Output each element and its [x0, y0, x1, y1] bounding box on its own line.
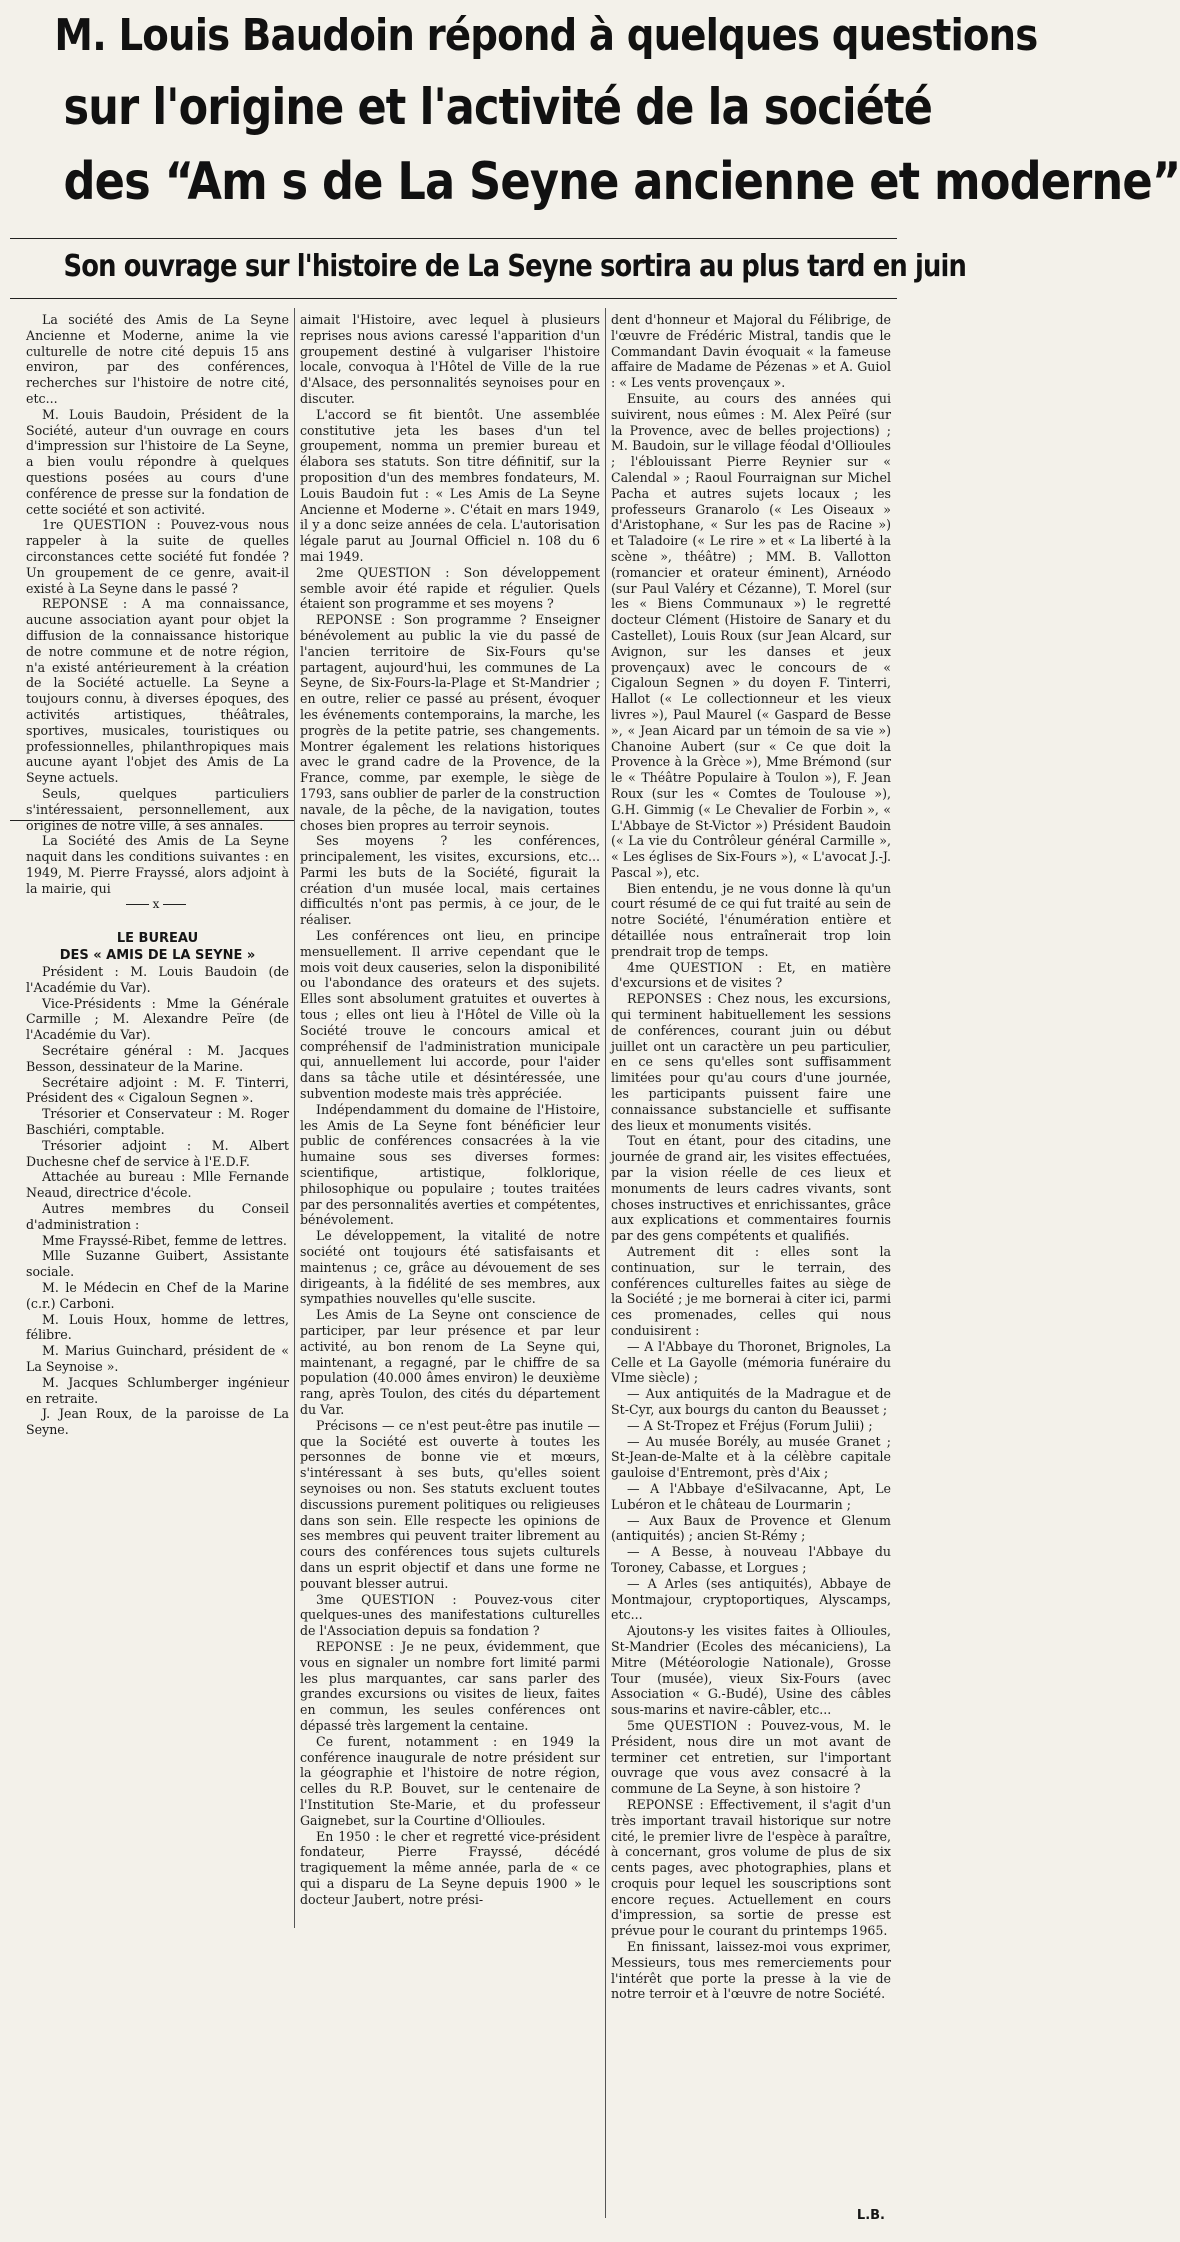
paragraph: Autrement dit : elles sont la continuation, sur le terrain, des conférences culturelles faites au siège de la Société ; je me bornerai à citer ici, parmi ces promenades, celles qui nous conduisirent : — [611, 1244, 891, 1338]
paragraph: Tout en étant, pour des citadins, une journée de grand air, les visites effectuées, par la vision réelle de ces lieux et monuments de leurs cadres vivants, sont choses instructives et enrichissantes, grâce aux explications et commentaires fournis par des gens compétents et qualifiés. — [611, 1133, 891, 1244]
bureau-title: LE BUREAU — [116, 931, 199, 946]
paragraph: En finissant, laissez-moi vous exprimer, Messieurs, tous mes remerciements pour l'intérêt que porte la presse à la vie de notre terroir et à l'œuvre de notre Société. — [611, 1939, 891, 2002]
paragraph: Les Amis de La Seyne ont conscience de participer, par leur présence et par leur activité, au bon renom de La Seyne qui, maintenant, a regagné, par le chiffre de sa population (40.000 âmes environ) le deuxième rang, après Toulon, des cités du département du Var. — [300, 1307, 600, 1417]
bureau-entry: Autres membres du Conseil d'administration : — [26, 1200, 289, 1232]
bureau-entry: Vice-Présidents : Mme la Générale Carmille ; M. Alexandre Peïre (de l'Académie du Var). — [26, 995, 289, 1043]
paragraph: — Aux antiquités de la Madrague et de St-Cyr, aux bourgs du canton du Beausset ; — [611, 1386, 891, 1417]
bureau-entry: M. Louis Houx, homme de lettres, félibre. — [26, 1311, 289, 1343]
paragraph: REPONSE : Son programme ? Enseigner bénévolement au public la vie du passé de l'ancien territoire de Six-Fours qu'se partagent, aujourd'hui, les communes de La Seyne, de Six-Fours-la-Plage et St-Mandrier ; en outre, relier ce passé au présent, évoquer les événements contemporains, la marche, les progrès de la petite patrie, ses changements. Montrer également les relations historiques avec le grand cadre de la Provence, de la France, comme, par exemple, le siège de 1793, sans oublier de parler de la construction navale, de la pêche, de la navigation, toutes choses bien propres au terroir seynois. — [300, 612, 600, 833]
paragraph: Précisons — ce n'est peut-être pas inutile — que la Société est ouverte à toutes les personnes de bonne vie et mœurs, s'intéressant à ses buts, qu'elles soient seynoises ou non. Ses statuts excluent toutes discussions purement politiques ou religieuses dans son sein. Elle respecte les opinions de ses membres qui peuvent traiter librement au cours des conférences tous sujets culturels dans un esprit objectif et dans une forme ne pouvant blesser autrui. — [300, 1417, 600, 1591]
bureau-entry: Attachée au bureau : Mlle Fernande Neaud, directrice d'école. — [26, 1169, 289, 1201]
paragraph: — A l'Abbaye du Thoronet, Brignoles, La Celle et La Gayolle (mémoria funéraire du VIme siècle) ; — [611, 1338, 891, 1386]
paragraph: La Société des Amis de La Seyne naquit dans les conditions suivantes : en 1949, M. Pierre Frayssé, alors adjoint à la mairie, qui — [26, 833, 289, 896]
paragraph: — A l'Abbaye d'eSilvacanne, Apt, Le Lubéron et le château de Lourmarin ; — [611, 1480, 891, 1512]
ornament-mark: x — [149, 897, 164, 911]
paragraph: — A Arles (ses antiquités), Abbaye de Montmajour, cryptoportiques, Alyscamps, etc... — [611, 1575, 891, 1623]
bureau-entry: Mlle Suzanne Guibert, Assistante sociale. — [26, 1248, 289, 1280]
paragraph: — Aux Baux de Provence et Glenum (antiquités) ; ancien St-Rémy ; — [611, 1512, 891, 1544]
column-separator — [294, 308, 295, 1928]
paragraph: Bien entendu, je ne vous donne là qu'un court résumé de ce qui fut traité au sein de notre Société, l'énumération entière et détaillée nous entraînerait trop loin prendrait trop de temps. — [611, 880, 891, 959]
paragraph: aimait l'Histoire, avec lequel à plusieurs reprises nous avions caressé l'apparition d'un groupement destiné à vulgariser l'histoire locale, convoqua à l'Hôtel de Ville de la rue d'Alsace, des personnalités seynoises pour en discuter. — [300, 312, 600, 406]
paragraph: Seuls, quelques particuliers s'intéressaient, personnellement, aux origines de notre ville, à ses annales. — [26, 785, 289, 833]
bureau-entry: M. Jacques Schlumberger ingénieur en retraite. — [26, 1374, 289, 1406]
ornament — [126, 897, 186, 911]
bureau-entry: M. Marius Guinchard, président de « La Seynoise ». — [26, 1343, 289, 1374]
paragraph: Ses moyens ? les conférences, principalement, les visites, excursions, etc... Parmi les buts de la Société, figurait la création d'un musée local, mais certaines difficultés n'ont pas permis, à ce jour, de le réaliser. — [300, 833, 600, 928]
paragraph: M. Louis Baudoin, Président de la Société, auteur d'un ouvrage en cours d'impression sur l'histoire de La Seyne, a bien voulu répondre à quelques questions posées au cours d'une conférence de presse sur la fondation de cette société et son activité. — [26, 406, 289, 517]
bureau-subtitle: DES « AMIS DE LA SEYNE » — [59, 948, 256, 963]
article-column-2 — [300, 312, 600, 2222]
paragraph: — A Besse, à nouveau l'Abbaye du Toroney, Cabasse, et Lorgues ; — [611, 1544, 891, 1575]
bureau-entry: J. Jean Roux, de la paroisse de La Seyne. — [26, 1406, 289, 1438]
bureau-entry: Secrétaire général : M. Jacques Besson, dessinateur de la Marine. — [26, 1042, 289, 1074]
paragraph: La société des Amis de La Seyne Ancienne et Moderne, anime la vie culturelle de notre cité depuis 15 ans environ, par des conférences, recherches sur l'histoire de notre cité, etc... — [26, 312, 289, 406]
bureau-entry: M. le Médecin en Chef de la Marine (c.r.) Carboni. — [26, 1279, 289, 1311]
paragraph: Ajoutons-y les visites faites à Ollioules, St-Mandrier (Ecoles des mécaniciens), La Mitre (Météorologie Nationale), Grosse Tour (musée), vieux Six-Fours (avec Association « G.-Budé), Usine des câbles sous-marins et navire-câbler, etc... — [611, 1623, 891, 1718]
paragraph: REPONSES : Chez nous, les excursions, qui terminent habituellement les sessions de conférences, courant juin ou début juillet ont un caractère un peu particulier, en ce sens qu'elles sont suffisamment limitées pour qu'au cours d'une journée, les participants puissent faire une connaissance substancielle et suffisante des lieux et monuments visités. — [611, 991, 891, 1133]
paragraph: 1re QUESTION : Pouvez-vous nous rappeler à la suite de quelles circonstances cette société fut fondée ? Un groupement de ce genre, avait-il existé à La Seyne dans le passé ? — [26, 517, 289, 596]
paragraph: Indépendamment du domaine de l'Histoire, les Amis de La Seyne font bénéficier leur public de conférences consacrées à la vie humaine sous ses diverses formes: scientifique, artistique, folklorique, philosophique ou populaire ; toutes traitées par des personnalités averties et compétentes, bénévolement. — [300, 1101, 600, 1228]
paragraph: dent d'honneur et Majoral du Félibrige, de l'œuvre de Frédéric Mistral, tandis que le Commandant Davin évoquait « la fameuse affaire de Madame de Pézenas » et A. Guiol : « Les vents provençaux ». — [611, 312, 891, 391]
paragraph: REPONSE : A ma connaissance, aucune association ayant pour objet la diffusion de la connaissance historique de notre commune et de notre région, n'a existé antérieurement à la création de la Société actuelle. La Seyne a toujours connu, à diverses époques, des activités artistiques, théâtrales, sportives, musicales, touristiques ou professionnelles, philanthropiques mais aucune ayant l'objet des Amis de La Seyne actuels. — [26, 596, 289, 786]
headline-line-1: M. Louis Baudoin répond à quelques questions — [54, 10, 1038, 61]
paragraph: REPONSE : Je ne peux, évidemment, que vous en signaler un nombre fort limité parmi les plus marquantes, car sans parler des grandes excursions ou visites de lieux, faites en commun, les seules conférences ont dépassé très largement la centaine. — [300, 1638, 600, 1733]
paragraph: En 1950 : le cher et regretté vice-président fondateur, Pierre Frayssé, décédé tragiquement la même année, parla de « ce qui a disparu de La Seyne depuis 1900 » le docteur Jaubert, notre prési- — [300, 1828, 600, 1907]
paragraph: 5me QUESTION : Pouvez-vous, M. le Président, nous dire un mot avant de terminer cet entretien, sur l'important ouvrage que vous avez consacré à la commune de La Seyne, à son histoire ? — [611, 1717, 891, 1797]
column-separator — [605, 308, 606, 2218]
divider — [10, 820, 294, 821]
paragraph: L'accord se fit bientôt. Une assemblée constitutive jeta les bases d'un tel groupement, nomma un premier bureau et élabora ses statuts. Son titre définitif, sur la proposition d'un des membres fondateurs, M. Louis Baudoin fut : « Les Amis de La Seyne Ancienne et Moderne ». C'était en mars 1949, il y a donc seize années de cela. L'autorisation légale parut au Journal Officiel n. 108 du 6 mai 1949. — [300, 406, 600, 564]
article-column-1 — [26, 312, 289, 896]
paragraph: 2me QUESTION : Son développement semble avoir été rapide et régulier. Quels étaient son programme et ses moyens ? — [300, 564, 600, 612]
divider — [10, 238, 897, 239]
paragraph: — A St-Tropez et Fréjus (Forum Julii) ; — [627, 1417, 873, 1433]
bureau-list — [26, 964, 289, 1438]
subtitle: Son ouvrage sur l'histoire de La Seyne sortira au plus tard en juin — [63, 249, 966, 284]
bureau-box — [26, 897, 289, 1438]
paragraph: 3me QUESTION : Pouvez-vous citer quelques-unes des manifestations culturelles de l'Association depuis sa fondation ? — [300, 1591, 600, 1639]
paragraph: 4me QUESTION : Et, en matière d'excursions et de visites ? — [611, 959, 891, 991]
divider — [10, 298, 897, 299]
article-column-3 — [611, 312, 891, 2222]
bureau-entry: Trésorier adjoint : M. Albert Duchesne chef de service à l'E.D.F. — [26, 1137, 289, 1169]
paragraph: Ce furent, notamment : en 1949 la conférence inaugurale de notre président sur la géographie et l'histoire de notre région, celles du R.P. Bouvet, sur le centenaire de l'Institution Ste-Marie, et du professeur Gaignebet, sur la Courtine d'Ollioules. — [300, 1733, 600, 1828]
bureau-entry: Mme Frayssé-Ribet, femme de lettres. — [42, 1232, 287, 1248]
signature: L.B. — [856, 2208, 885, 2223]
paragraph: REPONSE : Effectivement, il s'agit d'un très important travail historique sur notre cité, le premier livre de l'espèce à paraître, à concernant, gros volume de plus de six cents pages, avec photographies, plans et croquis pour lequel les souscriptions sont encore reçues. Actuellement en cours d'impression, sa sortie de presse est prévue pour le courant du printemps 1965. — [611, 1796, 891, 1939]
bureau-entry: Trésorier et Conservateur : M. Roger Baschiéri, comptable. — [26, 1106, 289, 1137]
headline-line-2: sur l'origine et l'activité de la société — [63, 78, 933, 136]
headline-line-3: des “Am s de La Seyne ancienne et moderne” — [63, 152, 1180, 212]
paragraph: — Au musée Borély, au musée Granet ; St-Jean-de-Malte et à la célèbre capitale gauloise d'Entremont, près d'Aix ; — [611, 1433, 891, 1481]
paragraph: Ensuite, au cours des années qui suivirent, nous eûmes : M. Alex Peïré (sur la Provence, avec de belles projections) ; M. Baudoin, sur le village féodal d'Ollioules ; l'éblouissant Pierre Reynier sur « Calendal » ; Raoul Fourraignan sur Michel Pacha et autres sujets locaux ; les professeurs Granarolo (« Les Oiseaux » d'Aristophane, « Sur les pas de Racine ») et Taladoire (« Le rire » et « La liberté à la scène », théâtre) ; MM. B. Vallotton (romancier et orateur éminent), Arnéodo (sur Paul Valéry et Cézanne), T. Morel (sur les « Biens Communaux ») le regretté docteur Clément (Histoire de Sanary et du Castellet), Louis Roux (sur Jean Alcard, sur Avignon, sur les danses et jeux provençaux) avec le concours de « Cigaloun Segnen » du doyen F. Tinterri, Hallot (« Le collectionneur et les vieux livres »), Paul Maurel (« Gaspard de Besse », « Jean Aicard par un témoin de sa vie ») Chanoine Aubert (sur « Ce que doit la Provence à la Grèce »), Mme Brémond (sur le « Théâtre Populaire à Toulon »), F. Jean Roux (sur les « Comtes de Toulouse »), G.H. Gimmig (« Le Chevalier de Forbin », « L'Abbaye de St-Victor ») Président Baudoin (« La vie du Contrôleur général Carmille », « Les églises de Six-Fours »), « L'avocat J.-J. Pascal »), etc. — [611, 390, 891, 880]
paragraph: Les conférences ont lieu, en principe mensuellement. Il arrive cependant que le mois voit deux causeries, selon la disponibilité ou l'abondance des orateurs et des sujets. Elles sont absolument gratuites et ouvertes à tous ; elles ont lieu à l'Hôtel de Ville où la Société trouve le concours amical et compréhensif de l'administration municipale qui, annuellement lui accorde, pour l'aider dans sa tâche utile et désintéressée, une subvention modeste mais très appréciée. — [300, 928, 600, 1102]
bureau-entry: Président : M. Louis Baudoin (de l'Académie du Var). — [26, 964, 289, 995]
bureau-entry: Secrétaire adjoint : M. F. Tinterri, Président des « Cigaloun Segnen ». — [26, 1074, 289, 1106]
paragraph: Le développement, la vitalité de notre société ont toujours été satisfaisants et maintenus ; ce, grâce au dévouement de ses dirigeants, à la fidélité de ses membres, aux sympathies nouvelles qu'elle suscite. — [300, 1228, 600, 1307]
